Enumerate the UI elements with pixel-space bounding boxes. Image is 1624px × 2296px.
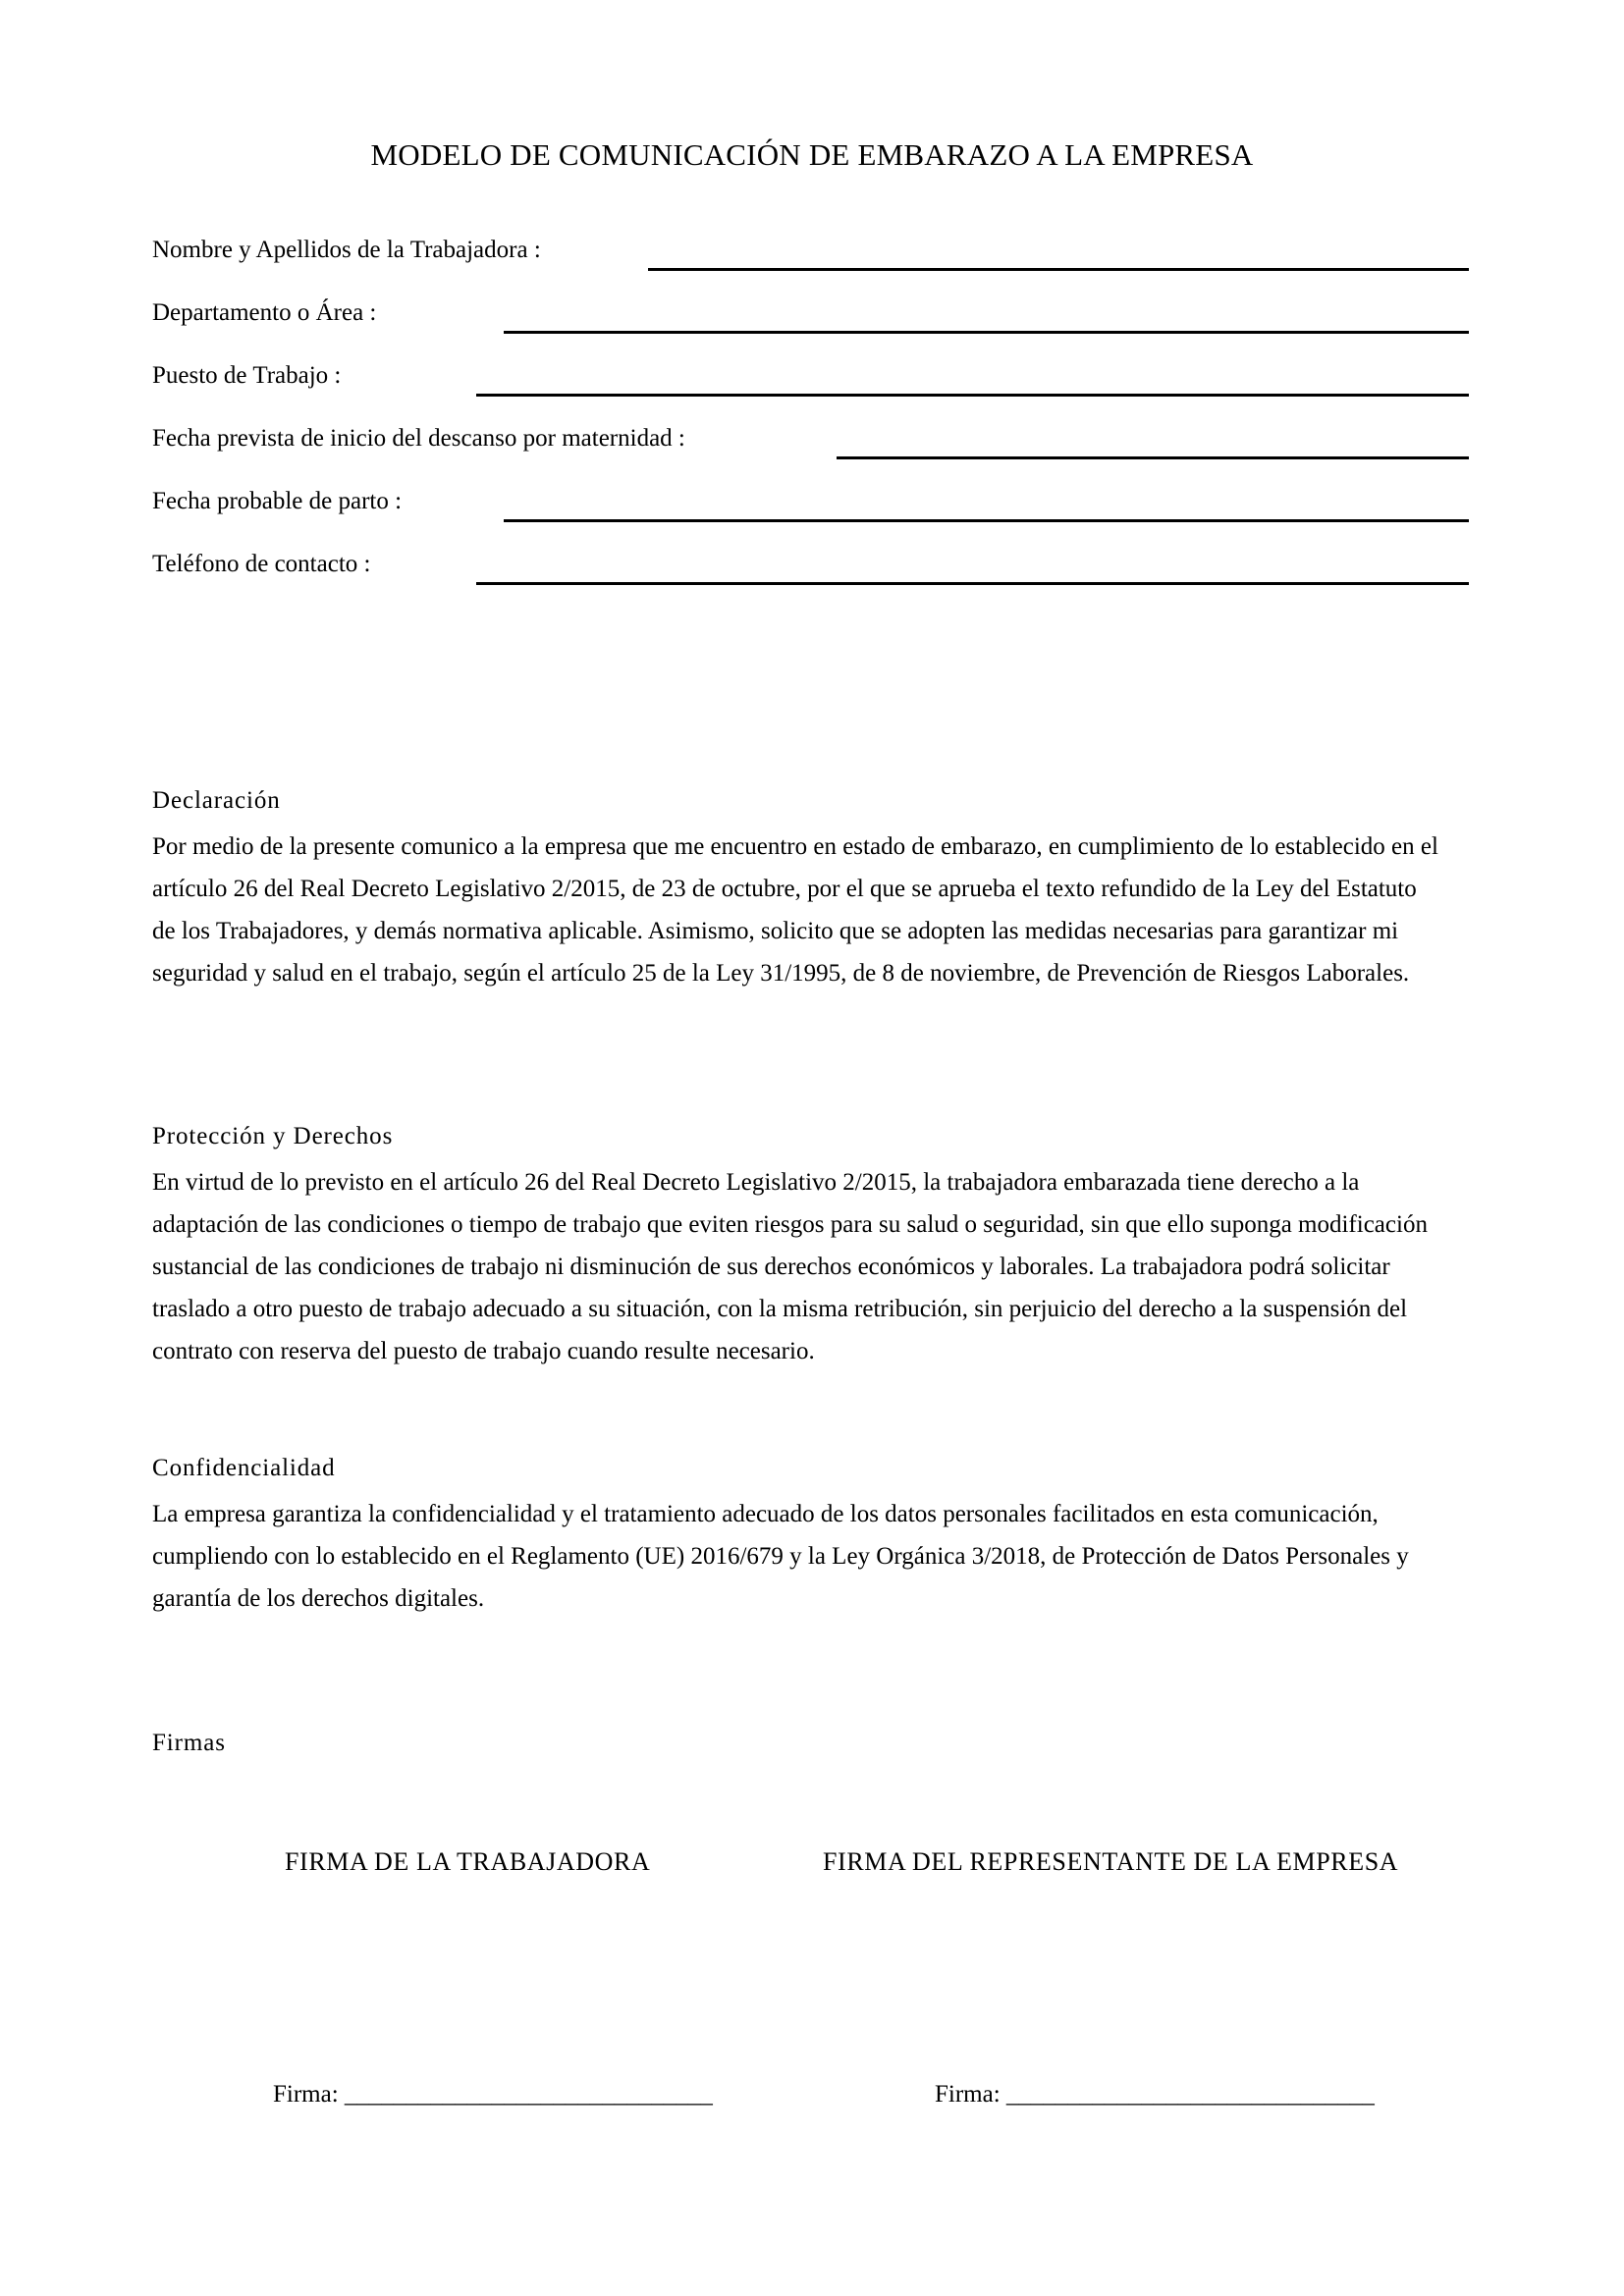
field-row-departamento <box>0 298 1624 361</box>
field-row-nombre <box>0 236 1624 298</box>
section-body-proteccion-derechos: En virtud de lo previsto en el artículo 26 del Real Decreto Legislativo 2/2015, la trabajadora embarazada tiene derecho a la adaptación de las condiciones o tiempo de trabajo que eviten riesgos para su salud o seguridad, sin que ello suponga modificación sustancial de las condiciones de trabajo ni disminución de sus derechos económicos y laborales. La trabajadora podrá solicitar traslado a otro puesto de trabajo adecuado a su situación, con la misma retribución, sin perjuicio del derecho a la suspensión del contrato con reserva del puesto de trabajo cuando resulte necesario. <box>152 1169 1428 1364</box>
field-input-telefono[interactable] <box>476 582 1469 585</box>
signature-line-empresa[interactable]: Firma: ______________________________ <box>935 2081 1375 2108</box>
field-label-puesto: Puesto de Trabajo : <box>152 362 342 389</box>
section-body-declaracion: Por medio de la presente comunico a la empresa que me encuentro en estado de embarazo, en cumplimiento de lo establecido en el artículo 26 del Real Decreto Legislativo 2/2015, de 23 de octubre, por el que se aprueba el texto refundido de la Ley del Estatuto de los Trabajadores, y demás normativa aplicable. Asimismo, solicito que se adopten las medidas necesarias para garantizar mi seguridad y salud en el trabajo, según el artículo 25 de la Ley 31/1995, de 8 de noviembre, de Prevención de Riesgos Laborales. <box>152 833 1438 987</box>
field-input-fecha-descanso[interactable] <box>837 456 1469 459</box>
section-heading-firmas: Firmas <box>152 1730 226 1756</box>
page-title: MODELO DE COMUNICACIÓN DE EMBARAZO A LA EMPRESA <box>370 136 1254 172</box>
signature-title-trabajadora: FIRMA DE LA TRABAJADORA <box>285 1847 651 1876</box>
section-heading-proteccion-derechos: Protección y Derechos <box>152 1123 394 1149</box>
section-heading-declaracion: Declaración <box>152 787 281 814</box>
signature-title-empresa: FIRMA DEL REPRESENTANTE DE LA EMPRESA <box>823 1847 1399 1876</box>
field-input-nombre[interactable] <box>648 268 1469 271</box>
field-label-departamento: Departamento o Área : <box>152 299 377 326</box>
signature-line-trabajadora[interactable]: Firma: ______________________________ <box>273 2081 713 2108</box>
section-declaracion <box>152 785 1443 994</box>
form-fields <box>0 236 1624 613</box>
field-row-telefono <box>0 550 1624 613</box>
field-label-fecha-descanso: Fecha prevista de inicio del descanso por maternidad : <box>152 425 685 452</box>
field-input-puesto[interactable] <box>476 394 1469 397</box>
field-input-fecha-parto[interactable] <box>504 519 1469 522</box>
section-body-confidencialidad: La empresa garantiza la confidencialidad y el tratamiento adecuado de los datos personales facilitados en esta comunicación, cumpliendo con lo establecido en el Reglamento (UE) 2016/679 y la Ley Orgánica 3/2018, de Protección de Datos Personales y garantía de los derechos digitales. <box>152 1501 1409 1612</box>
field-row-puesto <box>0 361 1624 424</box>
field-row-fecha-descanso <box>0 424 1624 487</box>
field-label-telefono: Teléfono de contacto : <box>152 551 371 577</box>
field-label-nombre: Nombre y Apellidos de la Trabajadora : <box>152 237 541 263</box>
section-confidencialidad <box>152 1453 1443 1620</box>
field-input-departamento[interactable] <box>504 331 1469 334</box>
field-label-fecha-parto: Fecha probable de parto : <box>152 488 403 514</box>
section-proteccion-derechos <box>152 1121 1443 1372</box>
field-row-fecha-parto <box>0 487 1624 550</box>
section-heading-confidencialidad: Confidencialidad <box>152 1455 336 1481</box>
